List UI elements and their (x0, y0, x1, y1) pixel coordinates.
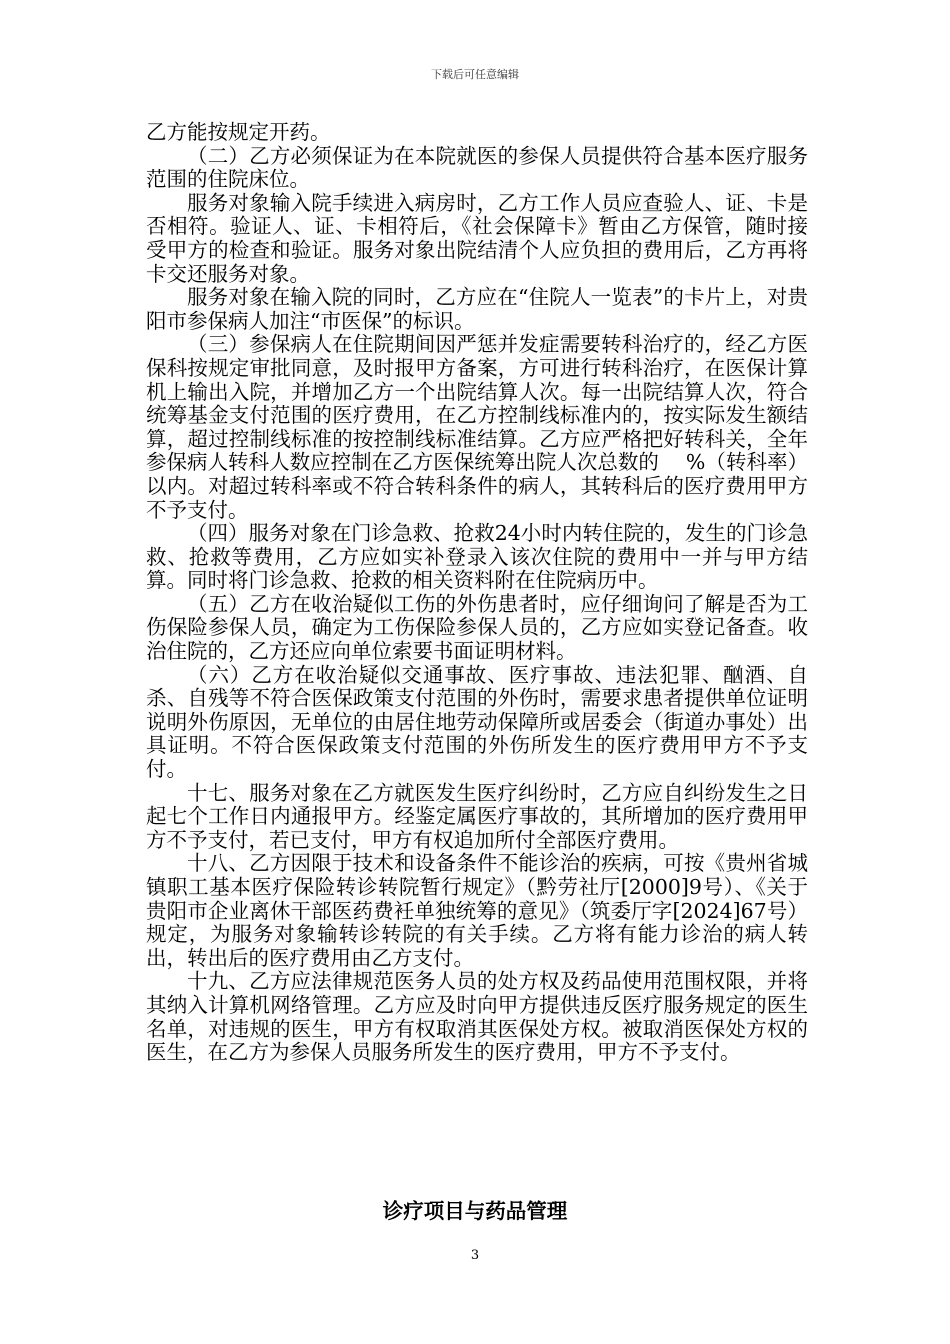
paragraph-admission-check: 服务对象输入院手续进入病房时，乙方工作人员应查验人、证、卡是否相符。验证人、证、卡相符后，《社会保障卡》暂由乙方保管，随时接受甲方的检查和验证。服务对象出院结清个人应负担的费用后，乙方再将卡交还服务对象。 (146, 190, 808, 286)
page-header-note: 下载后可任意编辑 (431, 68, 519, 81)
paragraph-item-2: （二）乙方必须保证为在本院就医的参保人员提供符合基本医疗服务范围的住院床位。 (146, 143, 808, 192)
section-heading: 诊疗项目与药品管理 (382, 1199, 568, 1223)
paragraph-item-5: （五）乙方在收治疑似工伤的外伤患者时，应仔细询问了解是否为工伤保险参保人员，确定为工伤保险参保人员的，乙方应如实登记备查。收治住院的，乙方还应向单位索要书面证明材料。 (146, 591, 808, 664)
paragraph-article-19: 十九、乙方应法律规范医务人员的处方权及药品使用范围权限，并将其纳入计算机网络管理。乙方应及时向甲方提供违反医疗服务规定的医生名单，对违规的医生，甲方有权取消其医保处方权。被取消医保处方权的医生，在乙方为参保人员服务所发生的医疗费用，甲方不予支付。 (146, 969, 808, 1065)
paragraph-item-4: （四）服务对象在门诊急救、抢救24小时内转住院的，发生的门诊急救、抢救等费用，乙方应如实补登录入该次住院的费用中一并与甲方结算。同时将门诊急救、抢救的相关资料附在住院病历中。 (146, 521, 808, 593)
paragraph-continuation: 乙方能按规定开药。 (146, 120, 331, 144)
page-number: 3 (470, 1248, 480, 1263)
paragraph-inpatient-list: 服务对象在输入院的同时，乙方应在“住院人一览表”的卡片上，对贵阳市参保病人加注“市医保”的标识。 (146, 285, 808, 333)
paragraph-item-6: （六）乙方在收治疑似交通事故、医疗事故、违法犯罪、酗酒、自杀、自残等不符合医保政策支付范围的外伤时，需要求患者提供单位证明说明外伤原因，无单位的由居住地劳动保障所或居委会（街道办事处）出具证明。不符合医保政策支付范围的外伤所发生的医疗费用甲方不予支付。 (146, 662, 808, 782)
paragraph-article-17: 十七、服务对象在乙方就医发生医疗纠纷时，乙方应自纠纷发生之日起七个工作日内通报甲方。经鉴定属医疗事故的，其所增加的医疗费用甲方不予支付，若已支付，甲方有权追加所付全部医疗费用。 (146, 780, 808, 852)
paragraph-article-18: 十八、乙方因限于技术和设备条件不能诊治的疾病，可按《贵州省城镇职工基本医疗保险转诊转院暂行规定》（黔劳社厅[2000]9号）、《关于贵阳市企业离休干部医药费衽单独统筹的意见》（筑委厅字[2024]67号）规定，为服务对象输转诊转院的有关手续。乙方将有能力诊治的病人转出，转出后的医疗费用由乙方支付。 (146, 851, 808, 970)
document-body (146, 121, 808, 1065)
paragraph-item-3: （三）参保病人在住院期间因严惩并发症需要转科治疗的，经乙方医保科按规定审批同意，及时报甲方备案，方可进行转科治疗，在医保计算机上输出入院，并增加乙方一个出院结算人次。每一出院结算人次，符合统筹基金支付范围的医疗费用，在乙方控制线标准内的，按实际发生额结算，超过控制线标准的按控制线标准结算。乙方应严格把好转科关，全年参保病人转科人数应控制在乙方医保统筹出院人次总数的 %（转科率）以内。对超过转科率或不符合转科条件的病人，其转科后的医疗费用甲方不予支付。 (146, 332, 808, 522)
